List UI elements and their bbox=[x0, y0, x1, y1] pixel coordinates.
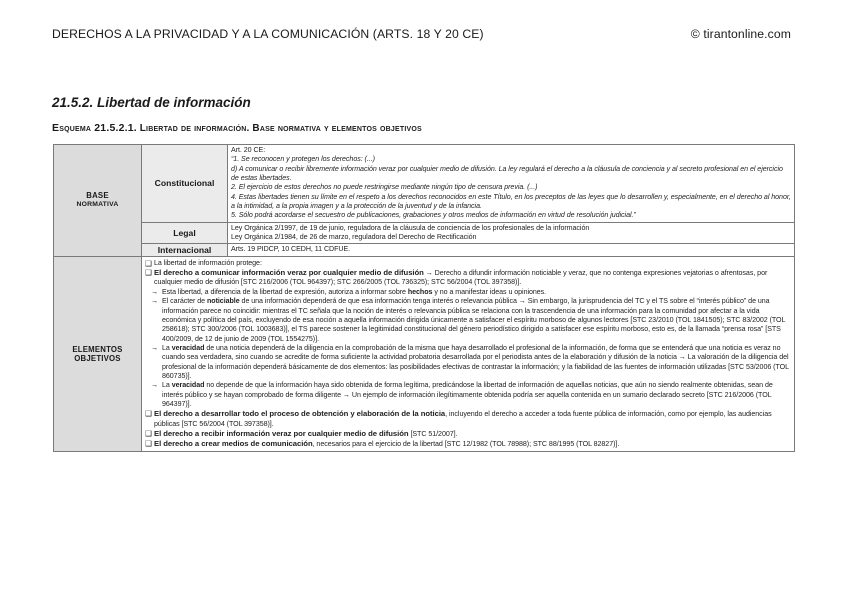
arrow-icon: → bbox=[151, 287, 159, 296]
list-item: ❑ La libertad de información protege: bbox=[145, 258, 262, 268]
elementos-text bbox=[142, 256, 795, 451]
list-item: ❑ El derecho a desarrollar todo el proceso de obtención y elaboración de la noticia, incluyendo el derecho a acceder a toda fuente pública de información, como por ejemplo, las audiencias públicas [STC 56/2004 (TOL 397358)]. bbox=[145, 409, 772, 428]
checkbox-icon: ❑ bbox=[145, 268, 152, 278]
sub-internacional: Internacional bbox=[142, 244, 228, 256]
checkbox-icon: ❑ bbox=[145, 258, 152, 268]
row-legal bbox=[54, 222, 795, 244]
page-header bbox=[52, 27, 791, 41]
category-elementos-objetivos: ELEMENTOS OBJETIVOS bbox=[54, 256, 142, 451]
checkbox-icon: ❑ bbox=[145, 409, 152, 419]
constitucional-text: Art. 20 CE: “1. Se reconocen y protegen los derechos: (...) d) A comunicar o recibir libremente información veraz por cualquier medio de difusión. La ley regulará el derecho a la cláusula de conciencia y al secreto profesional en el ejercicio de estas libertades. 2. El ejercicio de estos derechos no puede restringirse mediante ningún tipo de censura previa. (...) 4. Estas libertades tienen su límite en el respeto a los derechos reconocidos en este Título, en los preceptos de las leyes que lo desarrollen y, especialmente, en el derecho al honor, a la intimidad, a la propia imagen y a la protección de la juventud y de la infancia. 5. Sólo podrá acordarse el secuestro de publicaciones, grabaciones y otros medios de información en virtud de resolución judicial.” bbox=[228, 145, 795, 223]
row-elementos bbox=[54, 256, 795, 451]
row-internacional bbox=[54, 244, 795, 256]
arrow-icon: → bbox=[151, 343, 159, 352]
scheme-title bbox=[52, 122, 422, 134]
checkbox-icon: ❑ bbox=[145, 439, 152, 449]
sub-constitucional: Constitucional bbox=[142, 145, 228, 223]
list-item: → La veracidad no depende de que la información haya sido obtenida de forma legítima, predicándose la libertad de información de aquellas noticias, que aún no siendo realmente obtenidas, sean de interés público y se hayan comprobado de forma diligente → Un ejemplo de información ilegítimamente obtenida podría ser aquella contenida en un sumario declarado secreto [STC 216/2006 (TOL 964397)]. bbox=[151, 381, 773, 408]
list-item: → Esta libertad, a diferencia de la libertad de expresión, autoriza a informar sobre hechos y no a manifestar ideas u opiniones. bbox=[151, 287, 547, 296]
list-item: ❑ El derecho a crear medios de comunicación, necesarios para el ejercicio de la libertad [STC 12/1982 (TOL 78988); STC 88/1995 (TOL 82827)]. bbox=[145, 439, 620, 449]
scheme-table bbox=[53, 144, 795, 452]
list-item: ❑ El derecho a comunicar información veraz por cualquier medio de difusión → Derecho a difundir información noticiable y veraz, que no contenga expresiones vejatorias o afrentosas, por cualquier medio de difusión [STC 216/2006 (TOL 964397); STC 266/2005 (TOL 736325); STC 56/2004 (TOL 397358)]. bbox=[145, 268, 768, 287]
sub-legal: Legal bbox=[142, 222, 228, 244]
arrow-icon: → bbox=[151, 297, 159, 306]
arrow-icon: → bbox=[151, 381, 159, 390]
scheme-label: Esquema 21.5.2.1. bbox=[52, 122, 137, 134]
internacional-text: Arts. 19 PIDCP, 10 CEDH, 11 CDFUE. bbox=[228, 244, 795, 256]
legal-text: Ley Orgánica 2/1997, de 19 de junio, reguladora de la cláusula de conciencia de los profesionales de la información Ley Orgánica 2/1984, de 26 de marzo, reguladora del Derecho de Rectificación bbox=[228, 222, 795, 244]
running-title: DERECHOS A LA PRIVACIDAD Y A LA COMUNICACIÓN (ARTS. 18 Y 20 CE) bbox=[52, 27, 484, 41]
row-constitucional bbox=[54, 145, 795, 223]
section-title: 21.5.2. Libertad de información bbox=[52, 95, 251, 110]
list-item: → La veracidad de una noticia dependerá de la diligencia en la comprobación de la misma que haya desarrollado el profesional de la información, de forma que se entenderá que una noticia es veraz no cuando sea verdadera, sino cuando se acredite de forma suficiente la actividad probatoria desarrollada por el periodista antes de la elaboración y difusión de la noticia → La valoración de la diligencia del profesional de la información dependerá básicamente de dos elementos: las posibilidades efectivas de contrastar la información; y la fiabilidad de las fuentes de información utilizadas [STC 53/2006 (TOL 860735)]. bbox=[151, 343, 789, 380]
category-base-normativa: BASE NORMATIVA bbox=[54, 145, 142, 257]
copyright-source: © tirantonline.com bbox=[690, 27, 791, 41]
list-item: ❑ El derecho a recibir información veraz por cualquier medio de difusión [STC 51/2007]. bbox=[145, 428, 458, 438]
scheme-caption: Libertad de información. Base normativa y elementos objetivos bbox=[139, 123, 422, 134]
checkbox-icon: ❑ bbox=[145, 428, 152, 438]
list-item: → El carácter de noticiable de una información dependerá de que esa información tenga interés o relevancia pública → Sin embargo, la jurisprudencia del TC y el TS sobre el “interés público” de una información parece no coincidir: mientras el TC señala que la noción de interés o relevancia pública se relaciona con la trascendencia de una información para la comunidad por afectar a la vida económica y política del país, excluyendo de esa noción a aquella información dirigida únicamente a satisfacer el espíritu morboso de algunos lectores [STC 23/2010 (TOL 1841505); STC 83/2002 (TOL 258618); STC 300/2006 (TOL 1003683)], el TS parece sostener la legitimidad constitucional del género periodístico dirigido a satisfacer ese espíritu morboso, esto es, de la llamada “prensa rosa” [STS 400/2009, de 12 de junio de 2009 (TOL 1554275)]. bbox=[151, 297, 786, 343]
